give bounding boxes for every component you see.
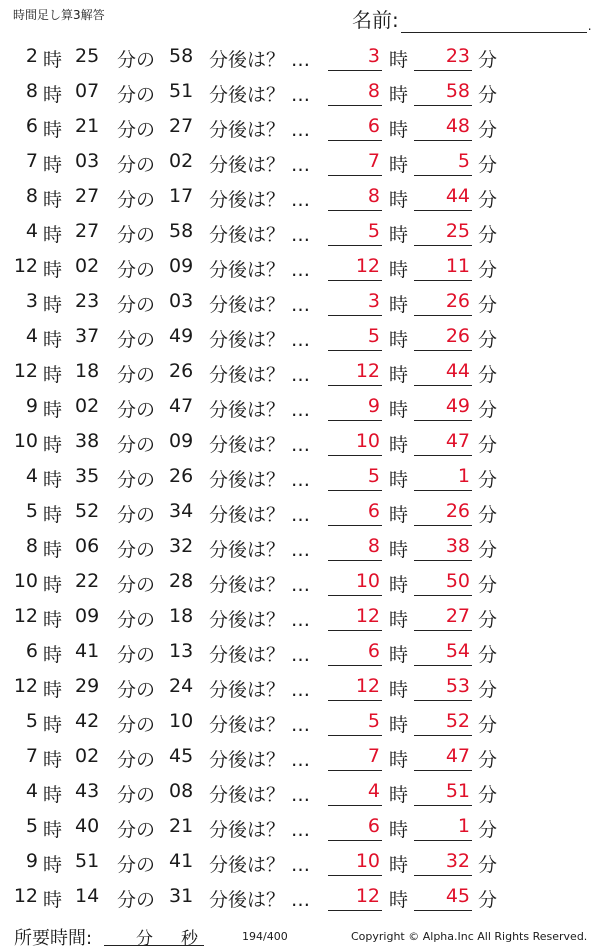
start-hour: 5 (25, 815, 38, 837)
problem-row (0, 738, 600, 773)
problem-row (0, 633, 600, 668)
start-minute: 14 (75, 885, 100, 907)
start-hour: 4 (25, 465, 38, 487)
minute-of-label: 分の (117, 609, 156, 631)
name-line (401, 10, 587, 33)
answer-hour: 6 (328, 640, 382, 666)
added-minutes: 26 (169, 465, 194, 487)
hour-label: 時 (43, 539, 63, 561)
minute-of-label: 分の (117, 819, 156, 841)
answer-hour: 10 (328, 570, 382, 596)
problem-row (0, 213, 600, 248)
answer-minute-label: 分 (478, 259, 498, 281)
answer-hour-label: 時 (389, 469, 409, 491)
start-minute: 07 (75, 80, 100, 102)
hour-label: 時 (43, 84, 63, 106)
answer-hour-label: 時 (389, 364, 409, 386)
minute-of-label: 分の (117, 644, 156, 666)
start-hour: 5 (25, 500, 38, 522)
answer-hour: 12 (328, 360, 382, 386)
answer-minute-label: 分 (478, 504, 498, 526)
answer-minute: 23 (414, 45, 472, 71)
start-hour: 8 (25, 185, 38, 207)
minute-of-label: 分の (117, 469, 156, 491)
minute-of-label: 分の (117, 714, 156, 736)
hour-label: 時 (43, 189, 63, 211)
answer-minute: 48 (414, 115, 472, 141)
minute-of-label: 分の (117, 434, 156, 456)
answer-hour-label: 時 (389, 504, 409, 526)
answer-minute: 52 (414, 710, 472, 736)
problem-row (0, 283, 600, 318)
answer-hour: 5 (328, 465, 382, 491)
start-minute: 21 (75, 115, 100, 137)
question-label: 分後は？ … (209, 49, 311, 71)
question-label: 分後は？ … (209, 679, 311, 701)
answer-hour: 8 (328, 185, 382, 211)
answer-hour: 5 (328, 325, 382, 351)
added-minutes: 28 (169, 570, 194, 592)
start-minute: 06 (75, 535, 100, 557)
question-label: 分後は？ … (209, 364, 311, 386)
answer-hour: 6 (328, 115, 382, 141)
answer-minute-label: 分 (478, 189, 498, 211)
minute-of-label: 分の (117, 84, 156, 106)
added-minutes: 13 (169, 640, 194, 662)
added-minutes: 09 (169, 255, 194, 277)
hour-label: 時 (43, 714, 63, 736)
minute-of-label: 分の (117, 749, 156, 771)
answer-minute: 47 (414, 745, 472, 771)
answer-minute: 38 (414, 535, 472, 561)
answer-minute: 44 (414, 185, 472, 211)
time-required-label: 所要時間: (14, 928, 93, 949)
question-label: 分後は？ … (209, 504, 311, 526)
answer-minute: 44 (414, 360, 472, 386)
answer-minute: 27 (414, 605, 472, 631)
minute-of-label: 分の (117, 539, 156, 561)
answer-minute-label: 分 (478, 364, 498, 386)
added-minutes: 08 (169, 780, 194, 802)
answer-minute-label: 分 (478, 154, 498, 176)
start-minute: 41 (75, 640, 100, 662)
answer-hour-label: 時 (389, 49, 409, 71)
problem-row (0, 668, 600, 703)
problem-row (0, 598, 600, 633)
hour-label: 時 (43, 294, 63, 316)
added-minutes: 47 (169, 395, 194, 417)
start-minute: 35 (75, 465, 100, 487)
hour-label: 時 (43, 119, 63, 141)
start-minute: 42 (75, 710, 100, 732)
time-required-second: 秒 (181, 929, 198, 949)
answer-hour-label: 時 (389, 119, 409, 141)
problem-row (0, 563, 600, 598)
hour-label: 時 (43, 749, 63, 771)
added-minutes: 03 (169, 290, 194, 312)
footer (0, 920, 600, 949)
answer-minute-label: 分 (478, 539, 498, 561)
problem-row (0, 703, 600, 738)
question-label: 分後は？ … (209, 784, 311, 806)
start-minute: 02 (75, 255, 100, 277)
answer-hour: 4 (328, 780, 382, 806)
start-hour: 12 (13, 255, 38, 277)
answer-minute: 49 (414, 395, 472, 421)
start-hour: 5 (25, 710, 38, 732)
answer-minute-label: 分 (478, 609, 498, 631)
answer-minute-label: 分 (478, 784, 498, 806)
answer-hour: 10 (328, 850, 382, 876)
hour-label: 時 (43, 819, 63, 841)
minute-of-label: 分の (117, 679, 156, 701)
answer-minute: 11 (414, 255, 472, 281)
answer-hour-label: 時 (389, 574, 409, 596)
answer-hour-label: 時 (389, 259, 409, 281)
question-label: 分後は？ … (209, 329, 311, 351)
question-label: 分後は？ … (209, 189, 311, 211)
start-minute: 23 (75, 290, 100, 312)
answer-hour-label: 時 (389, 399, 409, 421)
answer-hour-label: 時 (389, 644, 409, 666)
start-hour: 6 (25, 640, 38, 662)
question-label: 分後は？ … (209, 119, 311, 141)
problem-row (0, 843, 600, 878)
question-label: 分後は？ … (209, 574, 311, 596)
hour-label: 時 (43, 644, 63, 666)
hour-label: 時 (43, 399, 63, 421)
answer-hour-label: 時 (389, 889, 409, 911)
problem-row (0, 353, 600, 388)
answer-hour: 5 (328, 710, 382, 736)
minute-of-label: 分の (117, 329, 156, 351)
question-label: 分後は？ … (209, 889, 311, 911)
answer-minute: 47 (414, 430, 472, 456)
problem-row (0, 388, 600, 423)
start-hour: 12 (13, 675, 38, 697)
answer-minute-label: 分 (478, 854, 498, 876)
answer-hour-label: 時 (389, 329, 409, 351)
answer-hour: 8 (328, 535, 382, 561)
start-minute: 37 (75, 325, 100, 347)
hour-label: 時 (43, 224, 63, 246)
answer-minute-label: 分 (478, 329, 498, 351)
added-minutes: 49 (169, 325, 194, 347)
answer-minute: 1 (414, 465, 472, 491)
answer-minute: 58 (414, 80, 472, 106)
minute-of-label: 分の (117, 854, 156, 876)
question-label: 分後は？ … (209, 434, 311, 456)
start-hour: 8 (25, 80, 38, 102)
start-hour: 10 (13, 430, 38, 452)
added-minutes: 17 (169, 185, 194, 207)
problem-row (0, 878, 600, 913)
start-minute: 29 (75, 675, 100, 697)
added-minutes: 31 (169, 885, 194, 907)
answer-hour-label: 時 (389, 539, 409, 561)
added-minutes: 41 (169, 850, 194, 872)
answer-hour-label: 時 (389, 294, 409, 316)
hour-label: 時 (43, 469, 63, 491)
start-hour: 7 (25, 745, 38, 767)
question-label: 分後は？ … (209, 154, 311, 176)
added-minutes: 26 (169, 360, 194, 382)
start-minute: 52 (75, 500, 100, 522)
answer-hour-label: 時 (389, 679, 409, 701)
answer-hour: 12 (328, 885, 382, 911)
start-minute: 43 (75, 780, 100, 802)
answer-hour-label: 時 (389, 714, 409, 736)
start-hour: 3 (25, 290, 38, 312)
answer-minute-label: 分 (478, 574, 498, 596)
added-minutes: 45 (169, 745, 194, 767)
problem-row (0, 773, 600, 808)
hour-label: 時 (43, 49, 63, 71)
answer-minute-label: 分 (478, 644, 498, 666)
minute-of-label: 分の (117, 784, 156, 806)
question-label: 分後は？ … (209, 539, 311, 561)
added-minutes: 34 (169, 500, 194, 522)
answer-hour-label: 時 (389, 749, 409, 771)
answer-minute-label: 分 (478, 119, 498, 141)
added-minutes: 32 (169, 535, 194, 557)
problem-row (0, 38, 600, 73)
answer-minute-label: 分 (478, 399, 498, 421)
answer-hour-label: 時 (389, 154, 409, 176)
answer-minute: 5 (414, 150, 472, 176)
worksheet-title: 時間足し算3解答 (13, 8, 105, 22)
hour-label: 時 (43, 434, 63, 456)
added-minutes: 02 (169, 150, 194, 172)
answer-hour: 6 (328, 500, 382, 526)
question-label: 分後は？ … (209, 224, 311, 246)
start-minute: 18 (75, 360, 100, 382)
copyright: Copyright © Alpha.Inc All Rights Reserved. (351, 930, 588, 943)
answer-hour: 7 (328, 745, 382, 771)
question-label: 分後は？ … (209, 714, 311, 736)
answer-hour: 9 (328, 395, 382, 421)
hour-label: 時 (43, 679, 63, 701)
problem-row (0, 143, 600, 178)
hour-label: 時 (43, 504, 63, 526)
hour-label: 時 (43, 574, 63, 596)
start-minute: 09 (75, 605, 100, 627)
hour-label: 時 (43, 154, 63, 176)
minute-of-label: 分の (117, 119, 156, 141)
question-label: 分後は？ … (209, 749, 311, 771)
problem-row (0, 808, 600, 843)
added-minutes: 58 (169, 220, 194, 242)
added-minutes: 18 (169, 605, 194, 627)
start-minute: 03 (75, 150, 100, 172)
answer-minute-label: 分 (478, 434, 498, 456)
start-hour: 2 (25, 45, 38, 67)
added-minutes: 21 (169, 815, 194, 837)
answer-minute: 26 (414, 325, 472, 351)
minute-of-label: 分の (117, 574, 156, 596)
start-minute: 02 (75, 745, 100, 767)
question-label: 分後は？ … (209, 819, 311, 841)
question-label: 分後は？ … (209, 259, 311, 281)
start-hour: 9 (25, 395, 38, 417)
start-minute: 40 (75, 815, 100, 837)
problem-row (0, 73, 600, 108)
hour-label: 時 (43, 259, 63, 281)
answer-minute: 50 (414, 570, 472, 596)
name-label: 名前: (352, 8, 399, 32)
minute-of-label: 分の (117, 49, 156, 71)
hour-label: 時 (43, 609, 63, 631)
start-hour: 10 (13, 570, 38, 592)
answer-hour-label: 時 (389, 434, 409, 456)
answer-minute-label: 分 (478, 819, 498, 841)
start-hour: 4 (25, 780, 38, 802)
answer-minute: 32 (414, 850, 472, 876)
problem-row (0, 108, 600, 143)
answer-hour: 8 (328, 80, 382, 106)
answer-hour: 7 (328, 150, 382, 176)
start-minute: 22 (75, 570, 100, 592)
minute-of-label: 分の (117, 504, 156, 526)
answer-hour: 12 (328, 675, 382, 701)
answer-hour: 6 (328, 815, 382, 841)
added-minutes: 27 (169, 115, 194, 137)
minute-of-label: 分の (117, 294, 156, 316)
start-hour: 9 (25, 850, 38, 872)
question-label: 分後は？ … (209, 469, 311, 491)
question-label: 分後は？ … (209, 854, 311, 876)
answer-minute: 26 (414, 500, 472, 526)
question-label: 分後は？ … (209, 84, 311, 106)
answer-minute: 51 (414, 780, 472, 806)
minute-of-label: 分の (117, 889, 156, 911)
minute-of-label: 分の (117, 154, 156, 176)
question-label: 分後は？ … (209, 294, 311, 316)
answer-hour-label: 時 (389, 224, 409, 246)
answer-minute-label: 分 (478, 84, 498, 106)
start-hour: 4 (25, 220, 38, 242)
answer-hour: 10 (328, 430, 382, 456)
answer-hour: 12 (328, 605, 382, 631)
answer-hour-label: 時 (389, 189, 409, 211)
answer-hour-label: 時 (389, 784, 409, 806)
hour-label: 時 (43, 784, 63, 806)
answer-hour-label: 時 (389, 854, 409, 876)
answer-minute-label: 分 (478, 294, 498, 316)
start-minute: 27 (75, 185, 100, 207)
problem-row (0, 318, 600, 353)
problem-row (0, 493, 600, 528)
start-minute: 38 (75, 430, 100, 452)
start-hour: 12 (13, 605, 38, 627)
added-minutes: 51 (169, 80, 194, 102)
answer-minute: 53 (414, 675, 472, 701)
answer-minute-label: 分 (478, 749, 498, 771)
added-minutes: 09 (169, 430, 194, 452)
start-hour: 4 (25, 325, 38, 347)
problem-row (0, 528, 600, 563)
answer-minute: 54 (414, 640, 472, 666)
minute-of-label: 分の (117, 224, 156, 246)
answer-minute-label: 分 (478, 49, 498, 71)
name-dot: . (587, 19, 592, 33)
problem-list (0, 38, 600, 913)
problem-row (0, 248, 600, 283)
start-minute: 02 (75, 395, 100, 417)
start-hour: 12 (13, 885, 38, 907)
answer-minute-label: 分 (478, 889, 498, 911)
answer-hour: 12 (328, 255, 382, 281)
answer-hour: 5 (328, 220, 382, 246)
problem-row (0, 458, 600, 493)
answer-hour-label: 時 (389, 84, 409, 106)
hour-label: 時 (43, 329, 63, 351)
answer-minute: 26 (414, 290, 472, 316)
added-minutes: 10 (169, 710, 194, 732)
answer-hour-label: 時 (389, 819, 409, 841)
start-minute: 25 (75, 45, 100, 67)
added-minutes: 58 (169, 45, 194, 67)
minute-of-label: 分の (117, 399, 156, 421)
start-minute: 27 (75, 220, 100, 242)
answer-minute-label: 分 (478, 714, 498, 736)
answer-minute-label: 分 (478, 224, 498, 246)
problem-row (0, 178, 600, 213)
minute-of-label: 分の (117, 189, 156, 211)
question-label: 分後は？ … (209, 399, 311, 421)
start-hour: 6 (25, 115, 38, 137)
answer-hour: 3 (328, 290, 382, 316)
page-number: 194/400 (242, 930, 288, 943)
answer-minute-label: 分 (478, 679, 498, 701)
name-field (352, 4, 592, 33)
time-required-minute: 分 (136, 929, 153, 949)
start-hour: 12 (13, 360, 38, 382)
answer-minute: 1 (414, 815, 472, 841)
hour-label: 時 (43, 854, 63, 876)
problem-row (0, 423, 600, 458)
answer-minute: 25 (414, 220, 472, 246)
answer-minute-label: 分 (478, 469, 498, 491)
answer-minute: 45 (414, 885, 472, 911)
added-minutes: 24 (169, 675, 194, 697)
start-hour: 7 (25, 150, 38, 172)
hour-label: 時 (43, 889, 63, 911)
question-label: 分後は？ … (209, 609, 311, 631)
hour-label: 時 (43, 364, 63, 386)
start-minute: 51 (75, 850, 100, 872)
start-hour: 8 (25, 535, 38, 557)
minute-of-label: 分の (117, 259, 156, 281)
minute-of-label: 分の (117, 364, 156, 386)
answer-hour: 3 (328, 45, 382, 71)
answer-hour-label: 時 (389, 609, 409, 631)
question-label: 分後は？ … (209, 644, 311, 666)
